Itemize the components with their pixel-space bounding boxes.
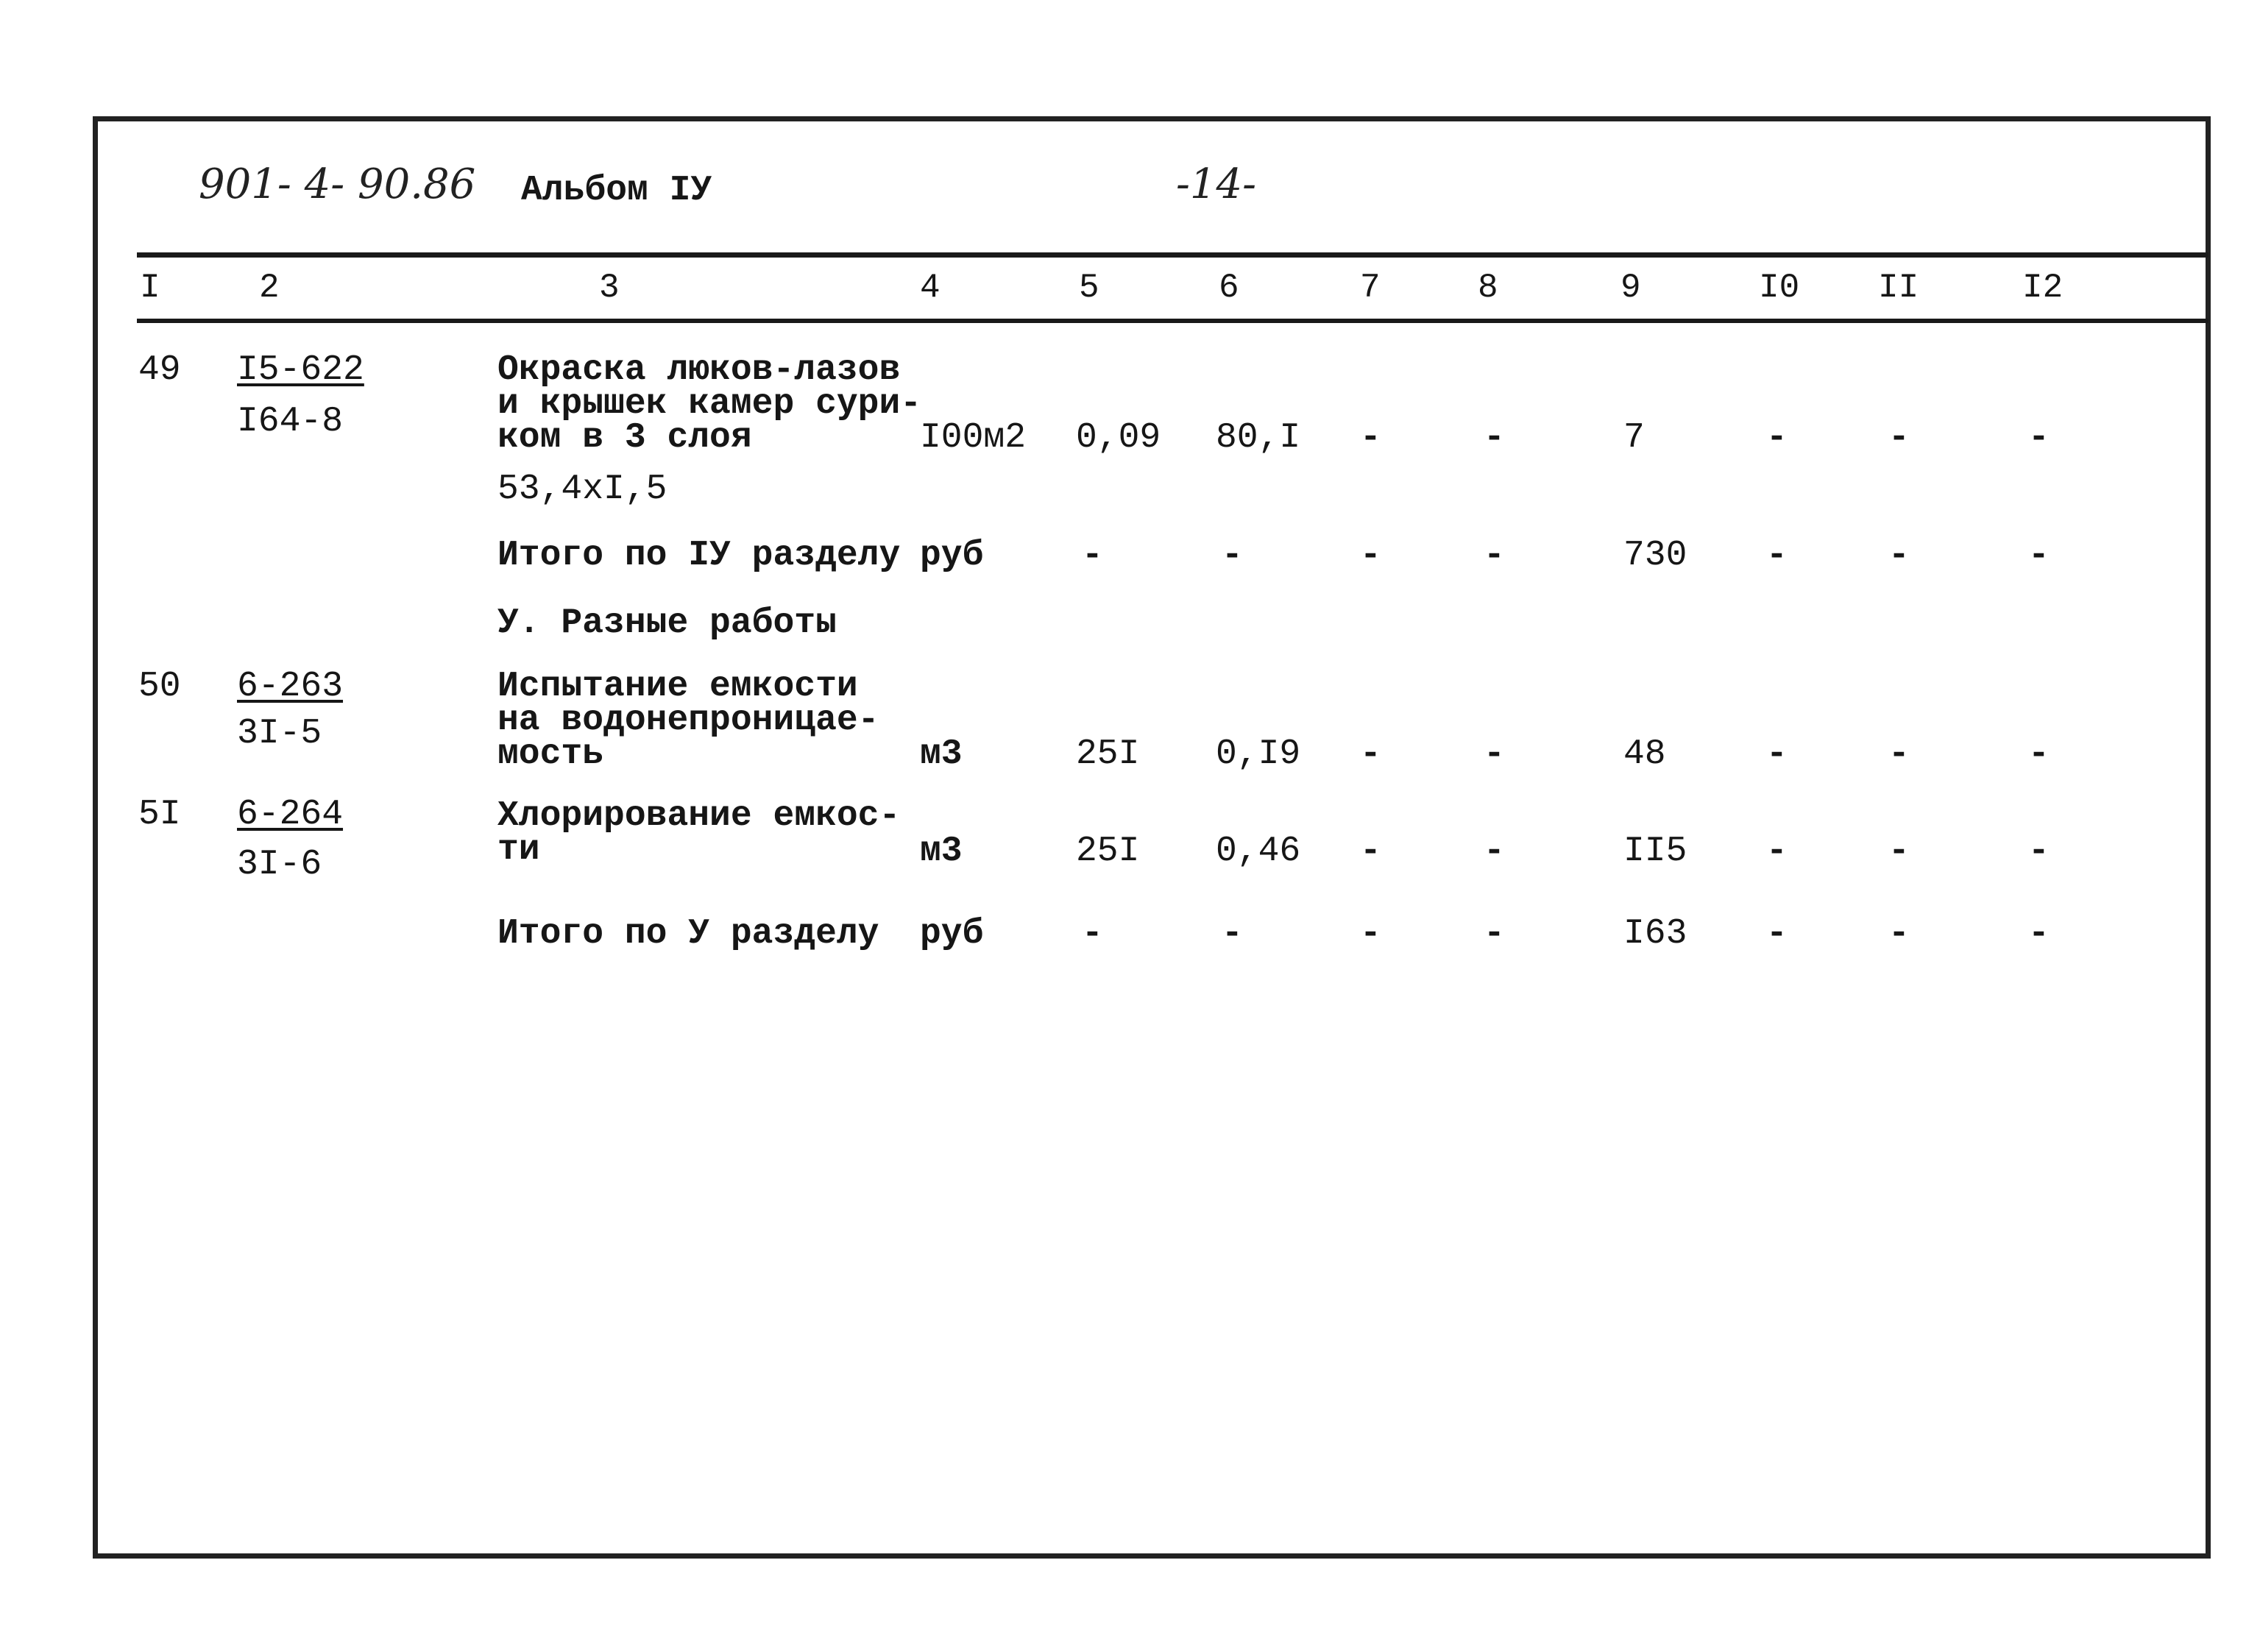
unit-cell: м3 [920, 832, 963, 871]
column-header-3: 3 [599, 269, 620, 307]
col10-cell: - [1766, 734, 1788, 774]
page-number: -14- [1176, 160, 1257, 208]
column-header-10: I0 [1759, 269, 1800, 307]
quantity-cell: - [1082, 914, 1103, 954]
column-header-12: I2 [2022, 269, 2064, 307]
col7-cell: - [1360, 914, 1381, 954]
column-header-4: 4 [920, 269, 941, 307]
col7-cell: - [1360, 536, 1381, 575]
subtotal-label: Итого по IУ разделу [497, 536, 901, 575]
col11-cell: - [1888, 832, 1910, 871]
col11-cell: - [1888, 734, 1910, 774]
col8-cell: - [1484, 914, 1505, 954]
unit-cell: руб [920, 536, 984, 575]
norm-code: 6-263 [237, 667, 344, 706]
col12-cell: - [2028, 536, 2050, 575]
work-description-line: ком в 3 слоя [497, 418, 752, 458]
row-number: 49 [138, 350, 181, 390]
album-label: Альбом IУ [521, 171, 712, 210]
column-header-5: 5 [1079, 269, 1099, 307]
work-description-line: Хлорирование емкос- [497, 796, 901, 836]
row-number: 5I [138, 795, 181, 834]
subtotal-label: Итого по У разделу [497, 914, 879, 954]
col8-cell: - [1484, 418, 1505, 458]
work-description-line: ти [497, 830, 540, 870]
header-bottom-rule [137, 319, 2208, 323]
work-description-line: Испытание емкости [497, 667, 858, 706]
work-description-line: мость [497, 734, 604, 774]
col8-cell: - [1484, 536, 1505, 575]
col10-cell: - [1766, 832, 1788, 871]
col7-cell: - [1360, 418, 1381, 458]
quantity-cell: 0,09 [1076, 418, 1161, 458]
row-number: 50 [138, 667, 181, 706]
unit-cost-cell: 0,46 [1216, 832, 1301, 871]
column-header-1: I [140, 269, 160, 307]
unit-cost-cell: 0,I9 [1216, 734, 1301, 774]
quantity-cell: - [1082, 536, 1103, 575]
quantity-cell: 25I [1076, 832, 1140, 871]
col7-cell: - [1360, 734, 1381, 774]
unit-cell: руб [920, 914, 984, 954]
col7-cell: - [1360, 832, 1381, 871]
work-description-line: Окраска люков-лазов [497, 350, 901, 390]
col11-cell: - [1888, 914, 1910, 954]
price-code: 3I-6 [237, 845, 322, 885]
col10-cell: - [1766, 914, 1788, 954]
work-description-line: на водонепроницае- [497, 701, 879, 740]
unit-cost-cell: 80,I [1216, 418, 1301, 458]
col8-cell: - [1484, 832, 1505, 871]
col12-cell: - [2028, 418, 2050, 458]
column-header-7: 7 [1360, 269, 1381, 307]
total-cost-cell: 730 [1623, 536, 1687, 575]
col8-cell: - [1484, 734, 1505, 774]
total-cost-cell: 48 [1623, 734, 1666, 774]
header-top-rule [137, 252, 2208, 258]
norm-code: 6-264 [237, 795, 344, 834]
column-header-8: 8 [1478, 269, 1498, 307]
col10-cell: - [1766, 536, 1788, 575]
unit-cost-cell: - [1222, 914, 1243, 954]
total-cost-cell: I63 [1623, 914, 1687, 954]
unit-cell: I00м2 [920, 418, 1027, 458]
work-description-line: и крышек камер сури- [497, 384, 922, 424]
col12-cell: - [2028, 832, 2050, 871]
col11-cell: - [1888, 536, 1910, 575]
quantity-cell: 25I [1076, 734, 1140, 774]
col12-cell: - [2028, 734, 2050, 774]
price-code: I64-8 [237, 402, 344, 442]
norm-code: I5-622 [237, 350, 364, 390]
col12-cell: - [2028, 914, 2050, 954]
column-header-11: II [1878, 269, 1919, 307]
unit-cost-cell: - [1222, 536, 1243, 575]
col11-cell: - [1888, 418, 1910, 458]
price-code: 3I-5 [237, 714, 322, 754]
column-header-9: 9 [1620, 269, 1641, 307]
section-heading: У. Разные работы [497, 603, 837, 643]
column-header-6: 6 [1219, 269, 1239, 307]
total-cost-cell: II5 [1623, 832, 1687, 871]
total-cost-cell: 7 [1623, 418, 1645, 458]
col10-cell: - [1766, 418, 1788, 458]
document-number: 901- 4- 90.86 [199, 160, 476, 208]
unit-cell: м3 [920, 734, 963, 774]
column-header-2: 2 [259, 269, 280, 307]
quantity-calculation: 53,4хI,5 [497, 469, 667, 509]
